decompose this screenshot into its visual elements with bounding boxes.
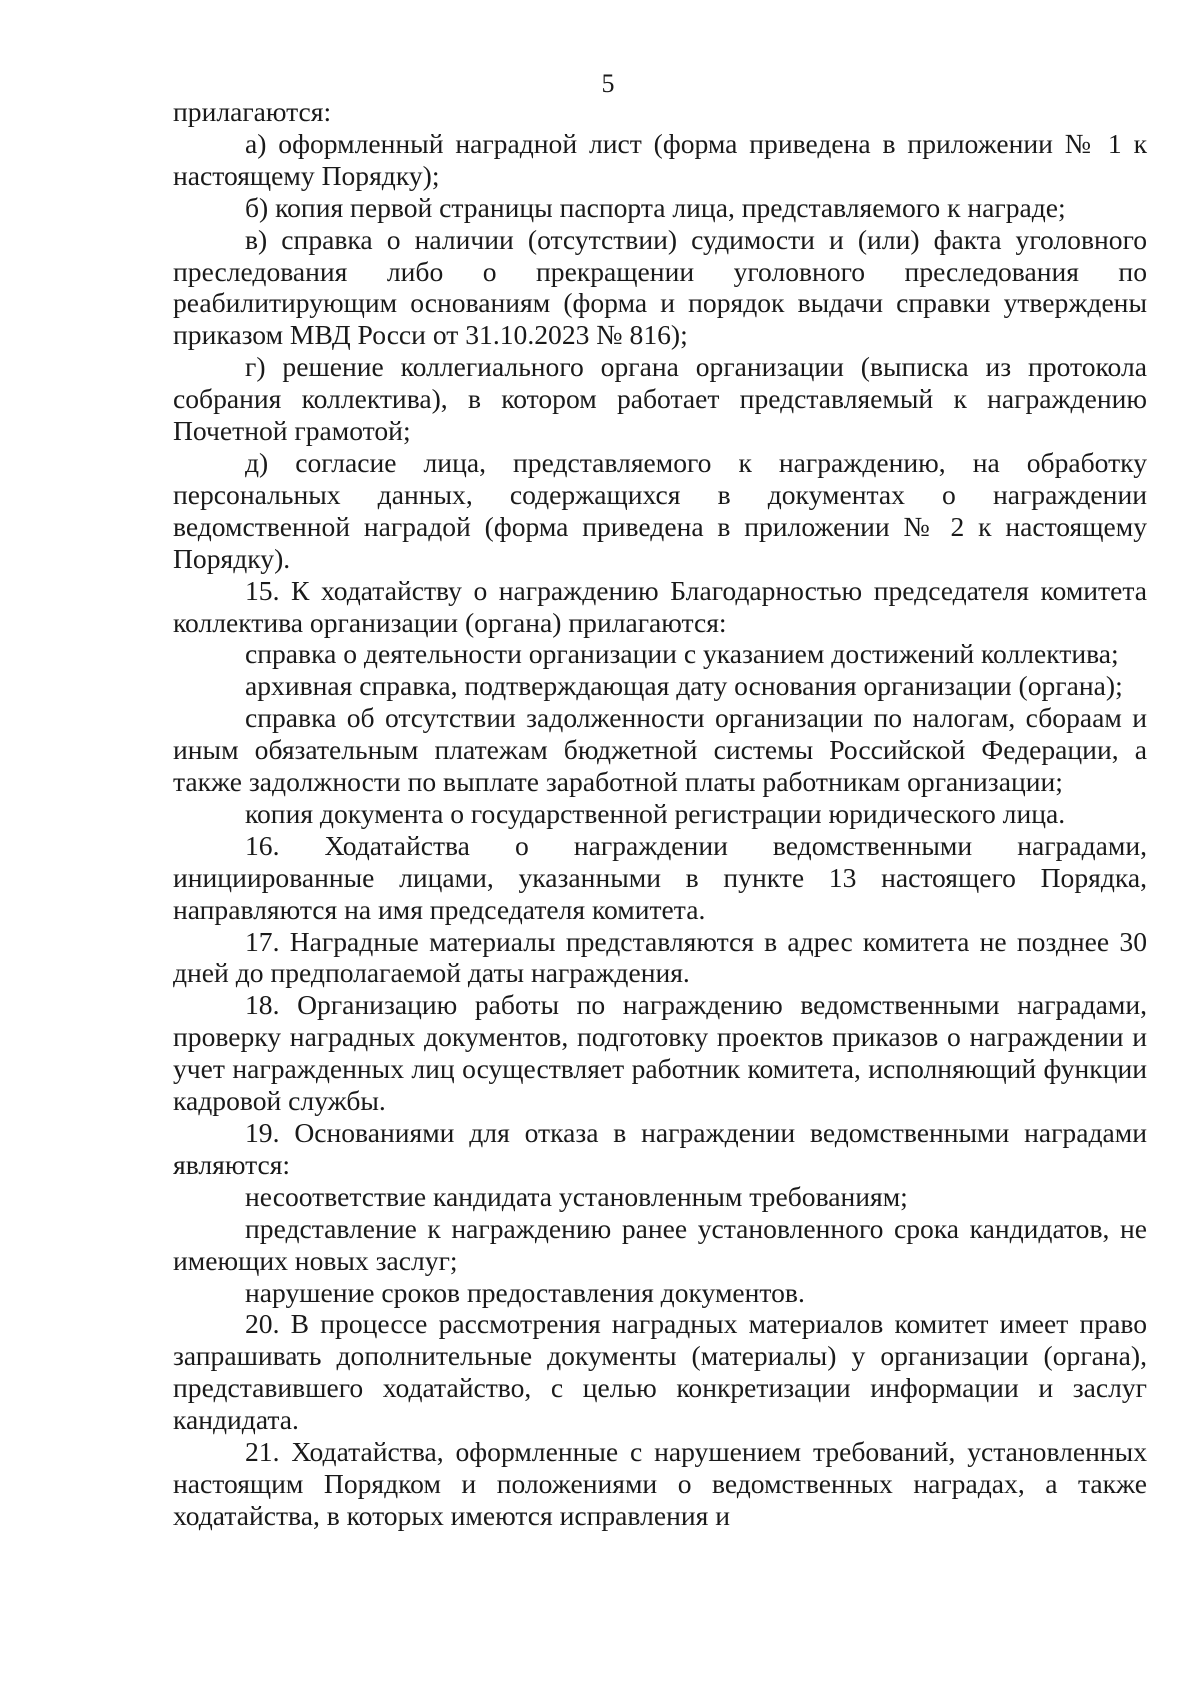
- paragraph-item-d: д) согласие лица, представляемого к награждению, на обработку персональных данных, содержащихся в документах о награждении ведомственной наградой (форма приведена в приложении № 2 к настоящему Порядку).: [173, 446, 1147, 574]
- paragraph-item-b: б) копия первой страницы паспорта лица, представляемого к награде;: [245, 191, 1066, 223]
- paragraph-15: 15. К ходатайству о награждению Благодарностью председателя комитета коллектива организации (органа) прилагаются:: [173, 574, 1147, 638]
- paragraph-item-a: а) оформленный наградной лист (форма приведена в приложении № 1 к настоящему Порядку);: [173, 127, 1147, 191]
- document-body: [173, 96, 1147, 1532]
- paragraph-18: 18. Организацию работы по награждению ведомственными наградами, проверку наградных документов, подготовку проектов приказов о награждении и учет награжденных лиц осуществляет работник комитета, исполняющий функции кадровой службы.: [173, 989, 1147, 1117]
- paragraph-15-item-1: справка о деятельности организации с указанием достижений коллектива;: [245, 638, 1119, 670]
- paragraph-15-item-3: справка об отсутствии задолженности организации по налогам, сбораам и иным обязательным платежам бюджетной системы Российской Федерации, а также задолжности по выплате заработной платы работникам организации;: [173, 702, 1147, 798]
- paragraph-19-item-1: несоответствие кандидата установленным требованиям;: [245, 1180, 908, 1212]
- paragraph-continuation: прилагаются:: [173, 96, 332, 127]
- paragraph-19-item-2: представление к награждению ранее установленного срока кандидатов, не имеющих новых заслуг;: [173, 1212, 1147, 1276]
- paragraph-19: 19. Основаниями для отказа в награждении ведомственными наградами являются:: [173, 1117, 1147, 1180]
- paragraph-17: 17. Наградные материалы представляются в адрес комитета не позднее 30 дней до предполагаемой даты награждения.: [173, 925, 1147, 989]
- paragraph-item-g: г) решение коллегиального органа организации (выписка из протокола собрания коллектива), в котором работает представляемый к награждению Почетной грамотой;: [173, 351, 1147, 447]
- paragraph-15-item-2: архивная справка, подтверждающая дату основания организации (органа);: [245, 670, 1123, 702]
- paragraph-20: 20. В процессе рассмотрения наградных материалов комитет имеет право запрашивать дополнительные документы (материалы) у организации (органа), представившего ходатайство, с целью конкретизации информации и заслуг кандидата.: [173, 1308, 1147, 1436]
- paragraph-16: 16. Ходатайства о награждении ведомственными наградами, инициированные лицами, указанными в пункте 13 настоящего Порядка, направляются на имя председателя комитета.: [173, 829, 1147, 925]
- paragraph-15-item-4: копия документа о государственной регистрации юридического лица.: [245, 797, 1066, 829]
- paragraph-19-item-3: нарушение сроков предоставления документов.: [245, 1276, 805, 1308]
- paragraph-item-v: в) справка о наличии (отсутствии) судимости и (или) факта уголовного преследования либо о прекращении уголовного преследования по реабилитирующим основаниям (форма и порядок выдачи справки утверждены приказом МВД Росси от 31.10.2023 № 816);: [173, 223, 1147, 351]
- page-number: 5: [601, 69, 615, 98]
- paragraph-21: 21. Ходатайства, оформленные с нарушением требований, установленных настоящим Порядком и положениями о ведомственных наградах, а также ходатайства, в которых имеются исправления и: [173, 1436, 1147, 1531]
